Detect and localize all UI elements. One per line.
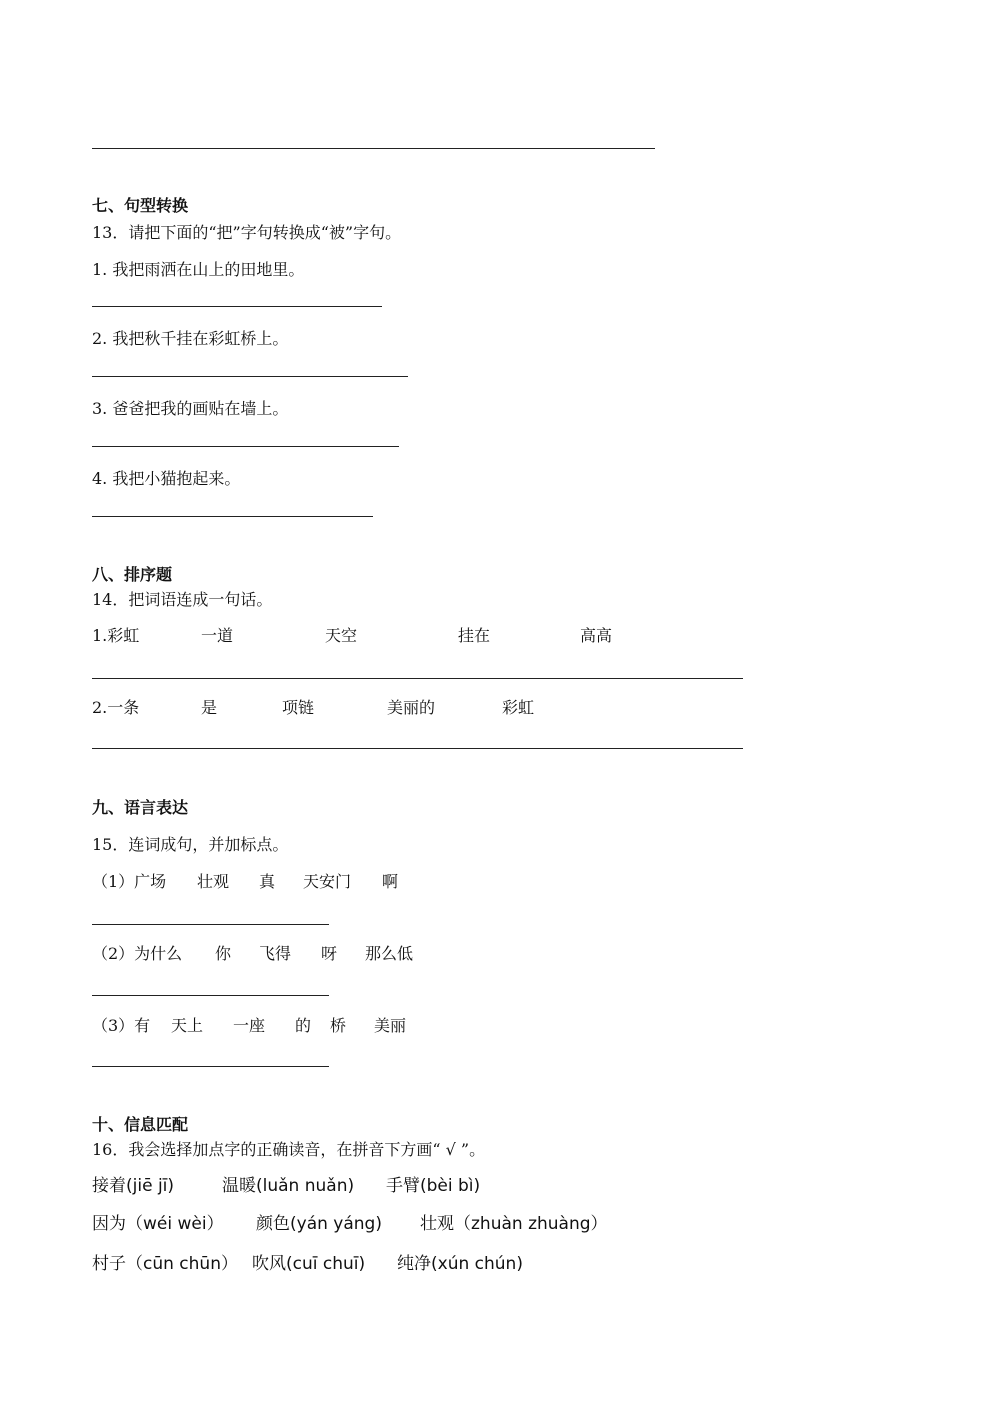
q14-row2-word-3: 项链 xyxy=(282,698,315,717)
q16-line3-item-1: 村子（cūn chūn） xyxy=(92,1254,238,1274)
section-9-heading: 九、语言表达 xyxy=(92,798,189,817)
q14-answer-line-2[interactable] xyxy=(92,748,743,749)
q13-item-1: 1. 我把雨洒在山上的田地里。 xyxy=(92,260,305,279)
q15-row1-word-3: 真 xyxy=(259,872,276,891)
q15-row2-word-2: 你 xyxy=(215,944,232,963)
q15-row2-word-4: 呀 xyxy=(321,944,338,963)
q15-answer-line-3[interactable] xyxy=(92,1066,329,1067)
q14-answer-line-1[interactable] xyxy=(92,678,743,679)
q16-line3-item-3: 纯净(xún chún) xyxy=(397,1254,523,1274)
q13-item-3: 3. 爸爸把我的画贴在墙上。 xyxy=(92,399,289,418)
q15-row3-word-5: 桥 xyxy=(330,1016,347,1035)
q13-answer-line-4[interactable] xyxy=(92,516,373,517)
q13-answer-line-1[interactable] xyxy=(92,306,382,307)
q15-row3-word-6: 美丽 xyxy=(374,1016,407,1035)
answer-line-top[interactable] xyxy=(92,148,655,149)
question-15: 15．连词成句，并加标点。 xyxy=(92,835,289,854)
question-13: 13．请把下面的“把”字句转换成“被”字句。 xyxy=(92,223,402,242)
q15-answer-line-2[interactable] xyxy=(92,995,329,996)
q16-line1-item-1: 接着(jiē jī) xyxy=(92,1176,175,1196)
section-10-heading: 十、信息匹配 xyxy=(92,1115,189,1134)
q13-item-4: 4. 我把小猫抱起来。 xyxy=(92,469,241,488)
question-16: 16．我会选择加点字的正确读音，在拼音下方画“ √ ”。 xyxy=(92,1140,486,1159)
q15-row2-word-3: 飞得 xyxy=(259,944,292,963)
question-14: 14．把词语连成一句话。 xyxy=(92,590,273,609)
q13-answer-line-3[interactable] xyxy=(92,446,399,447)
q13-item-2: 2. 我把秋千挂在彩虹桥上。 xyxy=(92,329,289,348)
q14-row1-word-2: 一道 xyxy=(201,626,234,645)
q15-row3-word-2: 天上 xyxy=(171,1016,204,1035)
section-8-heading: 八、排序题 xyxy=(92,565,173,584)
q14-row2-word-4: 美丽的 xyxy=(387,698,436,717)
q14-row2-word-1: 2.一条 xyxy=(92,698,140,717)
q15-answer-line-1[interactable] xyxy=(92,924,329,925)
q16-line1-item-3: 手臂(bèi bì) xyxy=(386,1176,481,1196)
q15-row2-word-1: （2）为什么 xyxy=(92,944,183,963)
q16-line2-item-1: 因为（wéi wèi） xyxy=(92,1214,224,1234)
q15-row1-word-2: 壮观 xyxy=(197,872,230,891)
q15-row1-word-1: （1）广场 xyxy=(92,872,167,891)
q16-line3-item-2: 吹风(cuī chuī) xyxy=(252,1254,366,1274)
q16-line2-item-3: 壮观（zhuàn zhuàng） xyxy=(420,1214,608,1234)
q15-row1-word-4: 天安门 xyxy=(303,872,352,891)
q14-row1-word-3: 天空 xyxy=(325,626,358,645)
q15-row1-word-5: 啊 xyxy=(382,872,399,891)
q14-row1-word-4: 挂在 xyxy=(458,626,491,645)
q14-row1-word-1: 1.彩虹 xyxy=(92,626,140,645)
q15-row3-word-1: （3）有 xyxy=(92,1016,151,1035)
q14-row1-word-5: 高高 xyxy=(580,626,613,645)
section-7-heading: 七、句型转换 xyxy=(92,196,189,215)
q15-row3-word-3: 一座 xyxy=(233,1016,266,1035)
q15-row2-word-5: 那么低 xyxy=(365,944,414,963)
q16-line1-item-2: 温暖(luǎn nuǎn) xyxy=(222,1176,355,1196)
q14-row2-word-2: 是 xyxy=(201,698,218,717)
q16-line2-item-2: 颜色(yán yáng) xyxy=(256,1214,382,1234)
q13-answer-line-2[interactable] xyxy=(92,376,408,377)
q15-row3-word-4: 的 xyxy=(295,1016,312,1035)
q14-row2-word-5: 彩虹 xyxy=(502,698,535,717)
